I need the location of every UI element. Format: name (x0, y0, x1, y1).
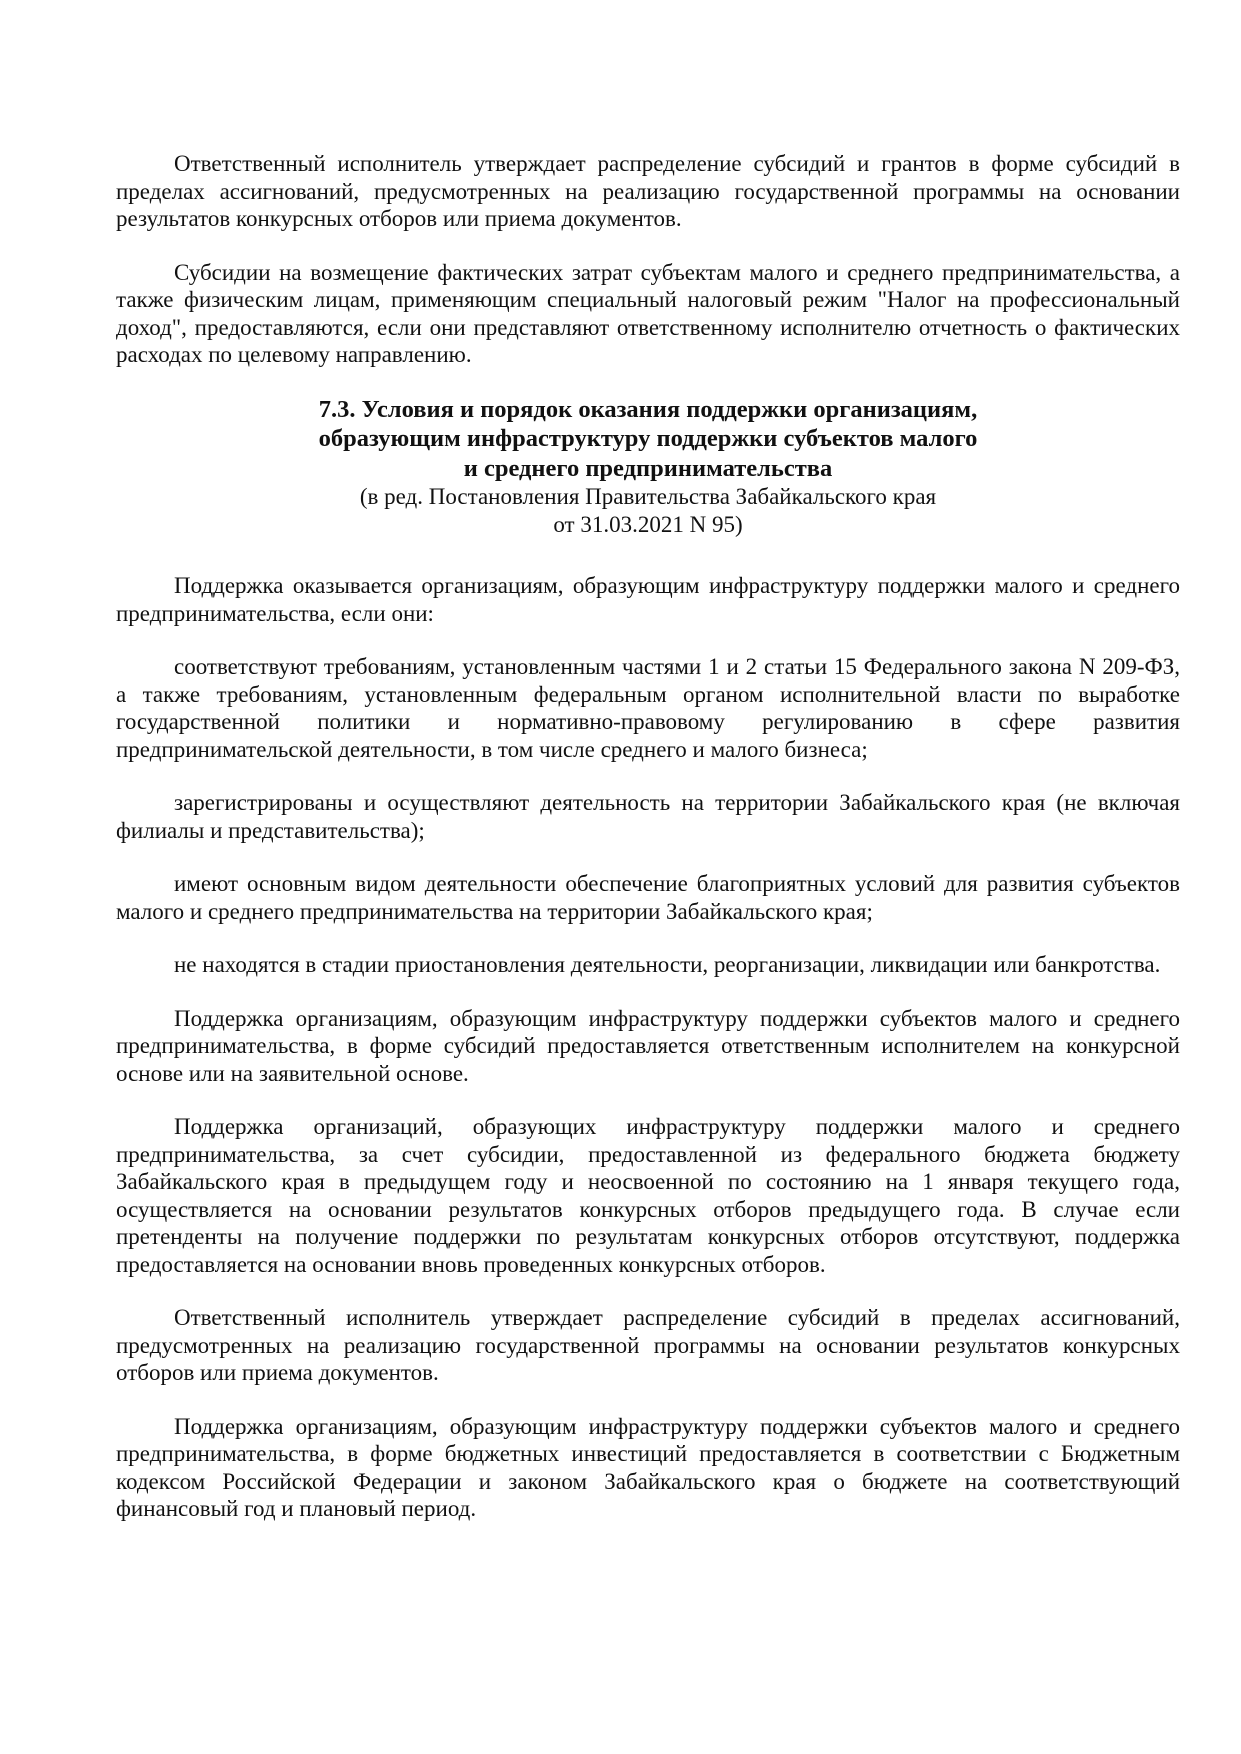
paragraph-federal-subsidy: Поддержка организаций, образующих инфраструктуру поддержки малого и среднего предпринимательства, за счет субсидии, предоставленной из федерального бюджета бюджету Забайкальского края в предыдущем году и неосвоенной по состоянию на 1 января текущего года, осуществляется на основании результатов конкурсных отборов предыдущего года. В случае если претенденты на получение поддержки по результатам конкурсных отборов отсутствуют, поддержка предоставляется на основании вновь проведенных конкурсных отборов. (116, 1114, 1180, 1277)
paragraph-distribution-grants: Ответственный исполнитель утверждает распределение субсидий и грантов в форме субсидий в пределах ассигнований, предусмотренных на реализацию государственной программы на основании результатов конкурсных отборов или приема документов. (116, 151, 1180, 231)
section-title-line-2: образующим инфраструктуру поддержки субъектов малого (318, 425, 978, 452)
document-page (116, 150, 1180, 1549)
section-edition-line-1: (в ред. Постановления Правительства Забайкальского края (359, 484, 937, 509)
paragraph-main-activity: имеют основным видом деятельности обеспечение благоприятных условий для развития субъектов малого и среднего предпринимательства на территории Забайкальского края; (116, 871, 1180, 924)
section-title-line-3: и среднего предпринимательства (463, 454, 833, 482)
paragraph-requirements: соответствуют требованиям, установленным частями 1 и 2 статьи 15 Федерального закона N 209-ФЗ, а также требованиям, установленным федеральным органом исполнительной власти по выработке государственной политики и нормативно-правовому регулированию в сфере развития предпринимательской деятельности, в том числе среднего и малого бизнеса; (116, 654, 1180, 762)
paragraph-registration: зарегистрированы и осуществляют деятельность на территории Забайкальского края (не включая филиалы и представительства); (116, 790, 1180, 843)
section-title-line-1: 7.3. Условия и порядок оказания поддержки организациям, (318, 395, 978, 423)
paragraph-subsidies-reimbursement: Субсидии на возмещение фактических затрат субъектам малого и среднего предпринимательства, а также физическим лицам, применяющим специальный налоговый режим "Налог на профессиональный доход", предоставляются, если они представляют ответственному исполнителю отчетность о фактических расходах по целевому направлению. (116, 259, 1180, 367)
paragraph-support-conditions: Поддержка оказывается организациям, образующим инфраструктуру поддержки малого и среднего предпринимательства, если они: (116, 573, 1180, 626)
section-edition-line-2: от 31.03.2021 N 95) (553, 511, 743, 537)
section-heading (116, 395, 1180, 539)
paragraph-budget-investments: Поддержка организациям, образующим инфраструктуру поддержки субъектов малого и среднего предпринимательства, в форме бюджетных инвестиций предоставляется в соответствии с Бюджетным кодексом Российской Федерации и законом Забайкальского края о бюджете на соответствующий финансовый год и плановый период. (116, 1413, 1180, 1521)
paragraph-distribution: Ответственный исполнитель утверждает распределение субсидий в пределах ассигнований, предусмотренных на реализацию государственной программы на основании результатов конкурсных отборов или приема документов. (116, 1305, 1180, 1385)
paragraph-subsidy-form: Поддержка организациям, образующим инфраструктуру поддержки субъектов малого и среднего предпринимательства, в форме субсидий предоставляется ответственным исполнителем на конкурсной основе или на заявительной основе. (116, 1005, 1180, 1086)
paragraph-no-bankruptcy: не находятся в стадии приостановления деятельности, реорганизации, ликвидации или банкротства. (174, 952, 1161, 977)
